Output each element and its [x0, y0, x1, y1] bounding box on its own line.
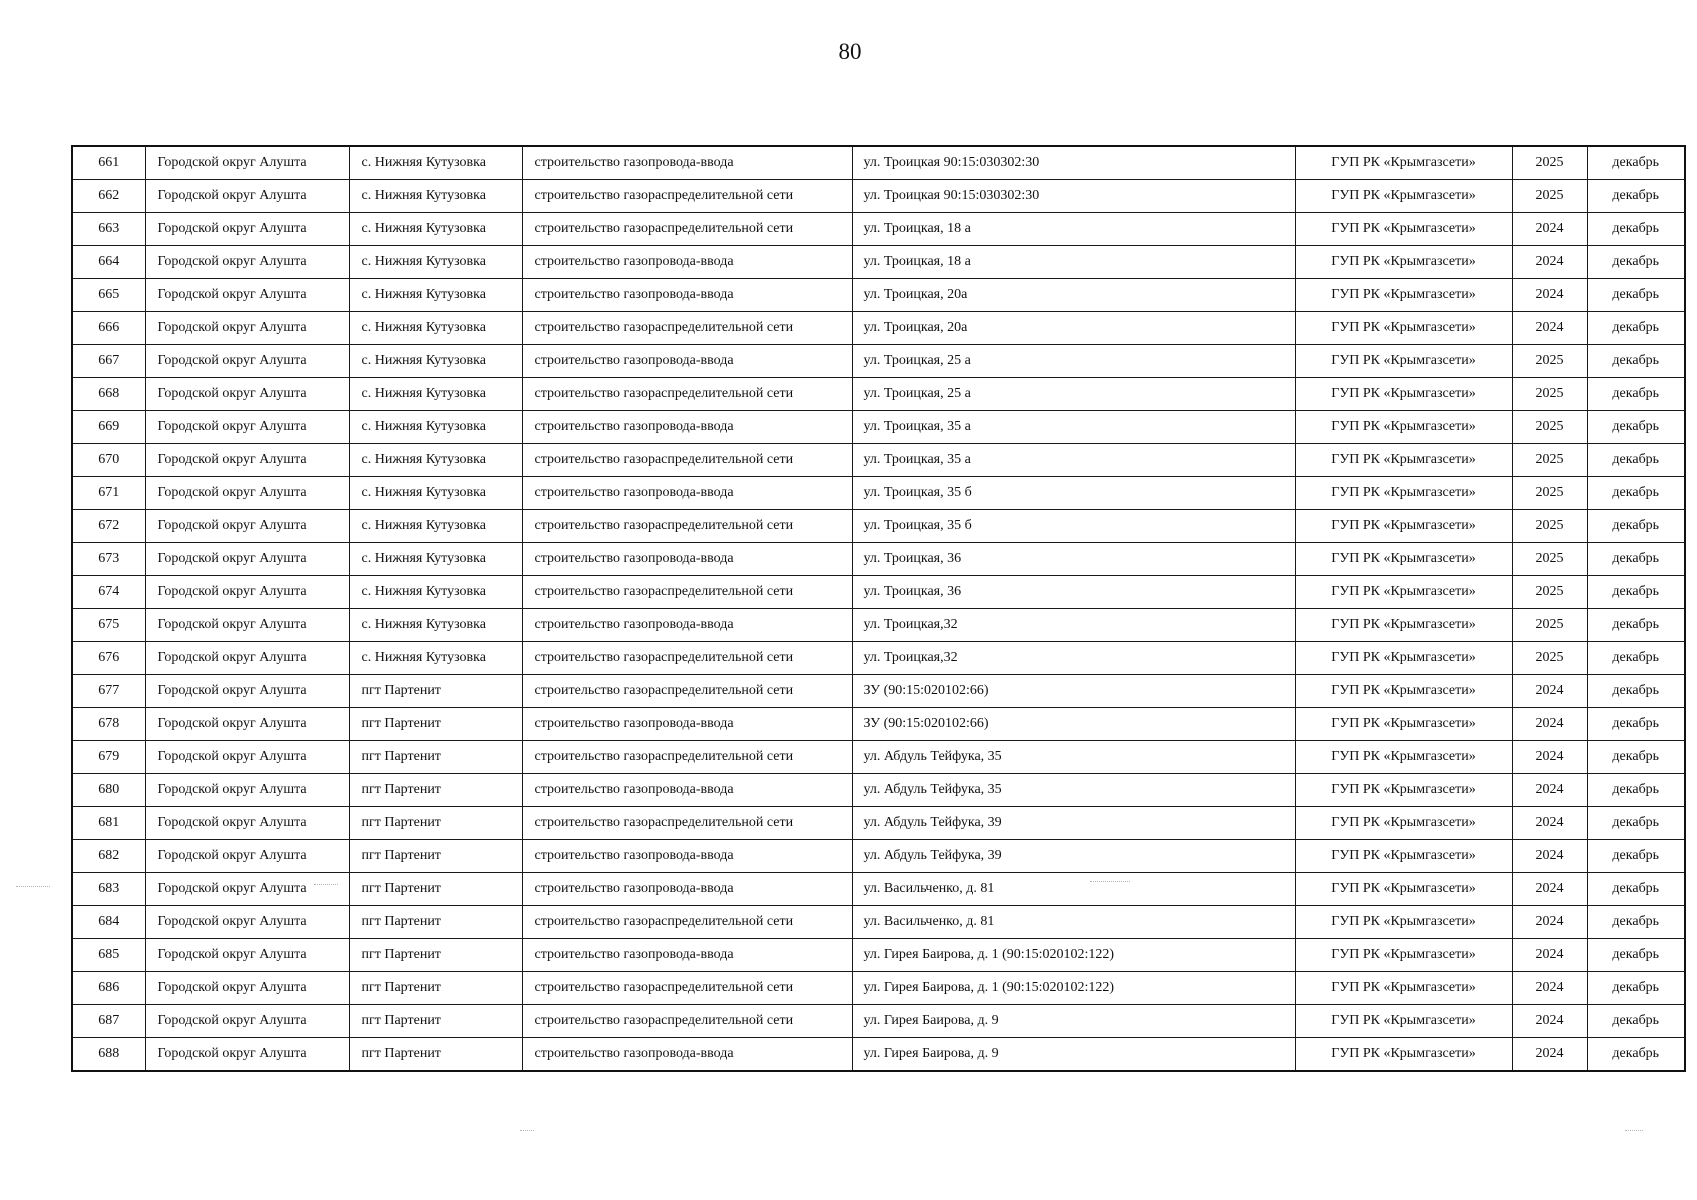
month-cell: декабрь — [1587, 774, 1685, 807]
row-number-cell: 674 — [72, 576, 145, 609]
year-cell: 2024 — [1512, 939, 1587, 972]
year-cell: 2024 — [1512, 774, 1587, 807]
table-row — [72, 972, 1685, 1005]
work-type-cell: строительство газораспределительной сети — [522, 312, 852, 345]
row-number-cell: 668 — [72, 378, 145, 411]
year-cell: 2025 — [1512, 510, 1587, 543]
locality-cell: с. Нижняя Кутузовка — [349, 345, 522, 378]
municipality-cell: Городской округ Алушта — [145, 642, 349, 675]
locality-cell: с. Нижняя Кутузовка — [349, 411, 522, 444]
municipality-cell: Городской округ Алушта — [145, 246, 349, 279]
year-cell: 2025 — [1512, 378, 1587, 411]
work-type-cell: строительство газораспределительной сети — [522, 675, 852, 708]
row-number-cell: 681 — [72, 807, 145, 840]
address-cell: ул. Троицкая,32 — [852, 609, 1295, 642]
row-number-cell: 662 — [72, 180, 145, 213]
row-number-cell: 665 — [72, 279, 145, 312]
work-type-cell: строительство газопровода-ввода — [522, 1038, 852, 1072]
organization-cell: ГУП РК «Крымгазсети» — [1295, 279, 1512, 312]
work-type-cell: строительство газопровода-ввода — [522, 477, 852, 510]
row-number-cell: 670 — [72, 444, 145, 477]
address-cell: ул. Троицкая, 18 а — [852, 213, 1295, 246]
year-cell: 2024 — [1512, 213, 1587, 246]
municipality-cell: Городской округ Алушта — [145, 279, 349, 312]
table-row — [72, 510, 1685, 543]
municipality-cell: Городской округ Алушта — [145, 1005, 349, 1038]
table-row — [72, 1038, 1685, 1072]
locality-cell: пгт Партенит — [349, 1005, 522, 1038]
locality-cell: с. Нижняя Кутузовка — [349, 180, 522, 213]
table-row — [72, 840, 1685, 873]
municipality-cell: Городской округ Алушта — [145, 741, 349, 774]
year-cell: 2024 — [1512, 708, 1587, 741]
locality-cell: пгт Партенит — [349, 1038, 522, 1072]
table-row — [72, 345, 1685, 378]
municipality-cell: Городской округ Алушта — [145, 873, 349, 906]
table-row — [72, 708, 1685, 741]
table-row — [72, 906, 1685, 939]
row-number-cell: 686 — [72, 972, 145, 1005]
locality-cell: пгт Партенит — [349, 708, 522, 741]
row-number-cell: 676 — [72, 642, 145, 675]
scan-artifact — [16, 886, 50, 887]
address-cell: ул. Абдуль Тейфука, 39 — [852, 840, 1295, 873]
address-cell: ул. Троицкая, 36 — [852, 576, 1295, 609]
table-row — [72, 609, 1685, 642]
address-cell: ул. Васильченко, д. 81 — [852, 873, 1295, 906]
organization-cell: ГУП РК «Крымгазсети» — [1295, 840, 1512, 873]
organization-cell: ГУП РК «Крымгазсети» — [1295, 146, 1512, 180]
locality-cell: с. Нижняя Кутузовка — [349, 510, 522, 543]
locality-cell: с. Нижняя Кутузовка — [349, 378, 522, 411]
locality-cell: с. Нижняя Кутузовка — [349, 444, 522, 477]
address-cell: ул. Абдуль Тейфука, 35 — [852, 774, 1295, 807]
month-cell: декабрь — [1587, 444, 1685, 477]
locality-cell: пгт Партенит — [349, 675, 522, 708]
address-cell: ул. Абдуль Тейфука, 39 — [852, 807, 1295, 840]
locality-cell: пгт Партенит — [349, 741, 522, 774]
organization-cell: ГУП РК «Крымгазсети» — [1295, 576, 1512, 609]
municipality-cell: Городской округ Алушта — [145, 1038, 349, 1072]
table-row — [72, 477, 1685, 510]
organization-cell: ГУП РК «Крымгазсети» — [1295, 675, 1512, 708]
work-type-cell: строительство газораспределительной сети — [522, 378, 852, 411]
year-cell: 2024 — [1512, 312, 1587, 345]
address-cell: ул. Абдуль Тейфука, 35 — [852, 741, 1295, 774]
address-cell: ул. Троицкая 90:15:030302:30 — [852, 180, 1295, 213]
year-cell: 2024 — [1512, 246, 1587, 279]
year-cell: 2025 — [1512, 444, 1587, 477]
table-row — [72, 213, 1685, 246]
address-cell: ул. Троицкая, 35 б — [852, 510, 1295, 543]
address-cell: ул. Троицкая, 20а — [852, 279, 1295, 312]
year-cell: 2025 — [1512, 180, 1587, 213]
organization-cell: ГУП РК «Крымгазсети» — [1295, 444, 1512, 477]
organization-cell: ГУП РК «Крымгазсети» — [1295, 378, 1512, 411]
address-cell: ул. Троицкая, 35 а — [852, 411, 1295, 444]
row-number-cell: 685 — [72, 939, 145, 972]
table-row — [72, 675, 1685, 708]
year-cell: 2025 — [1512, 609, 1587, 642]
scan-artifact — [1090, 881, 1130, 882]
work-type-cell: строительство газопровода-ввода — [522, 708, 852, 741]
address-cell: ул. Гирея Баирова, д. 9 — [852, 1038, 1295, 1072]
address-cell: ул. Васильченко, д. 81 — [852, 906, 1295, 939]
organization-cell: ГУП РК «Крымгазсети» — [1295, 543, 1512, 576]
year-cell: 2024 — [1512, 279, 1587, 312]
row-number-cell: 679 — [72, 741, 145, 774]
municipality-cell: Городской округ Алушта — [145, 906, 349, 939]
row-number-cell: 671 — [72, 477, 145, 510]
organization-cell: ГУП РК «Крымгазсети» — [1295, 906, 1512, 939]
month-cell: декабрь — [1587, 213, 1685, 246]
work-type-cell: строительство газораспределительной сети — [522, 180, 852, 213]
row-number-cell: 669 — [72, 411, 145, 444]
table-row — [72, 279, 1685, 312]
year-cell: 2024 — [1512, 873, 1587, 906]
year-cell: 2024 — [1512, 675, 1587, 708]
work-type-cell: строительство газораспределительной сети — [522, 972, 852, 1005]
locality-cell: с. Нижняя Кутузовка — [349, 213, 522, 246]
table-row — [72, 1005, 1685, 1038]
page-number: 80 — [838, 39, 862, 64]
municipality-cell: Городской округ Алушта — [145, 840, 349, 873]
month-cell: декабрь — [1587, 146, 1685, 180]
address-cell: ул. Гирея Баирова, д. 1 (90:15:020102:122) — [852, 939, 1295, 972]
locality-cell: с. Нижняя Кутузовка — [349, 312, 522, 345]
address-cell: ул. Троицкая, 25 а — [852, 378, 1295, 411]
month-cell: декабрь — [1587, 378, 1685, 411]
work-type-cell: строительство газораспределительной сети — [522, 576, 852, 609]
row-number-cell: 663 — [72, 213, 145, 246]
municipality-cell: Городской округ Алушта — [145, 609, 349, 642]
address-cell: ул. Троицкая, 20а — [852, 312, 1295, 345]
row-number-cell: 680 — [72, 774, 145, 807]
year-cell: 2025 — [1512, 576, 1587, 609]
address-cell: ул. Троицкая, 35 б — [852, 477, 1295, 510]
municipality-cell: Городской округ Алушта — [145, 543, 349, 576]
year-cell: 2025 — [1512, 345, 1587, 378]
month-cell: декабрь — [1587, 708, 1685, 741]
year-cell: 2025 — [1512, 146, 1587, 180]
table-body — [72, 146, 1685, 1071]
locality-cell: с. Нижняя Кутузовка — [349, 279, 522, 312]
year-cell: 2024 — [1512, 1005, 1587, 1038]
work-type-cell: строительство газораспределительной сети — [522, 642, 852, 675]
month-cell: декабрь — [1587, 1005, 1685, 1038]
month-cell: декабрь — [1587, 972, 1685, 1005]
organization-cell: ГУП РК «Крымгазсети» — [1295, 345, 1512, 378]
municipality-cell: Городской округ Алушта — [145, 180, 349, 213]
row-number-cell: 683 — [72, 873, 145, 906]
work-type-cell: строительство газопровода-ввода — [522, 939, 852, 972]
municipality-cell: Городской округ Алушта — [145, 972, 349, 1005]
locality-cell: с. Нижняя Кутузовка — [349, 576, 522, 609]
organization-cell: ГУП РК «Крымгазсети» — [1295, 180, 1512, 213]
organization-cell: ГУП РК «Крымгазсети» — [1295, 246, 1512, 279]
year-cell: 2025 — [1512, 543, 1587, 576]
address-cell: ул. Троицкая,32 — [852, 642, 1295, 675]
table-row — [72, 146, 1685, 180]
organization-cell: ГУП РК «Крымгазсети» — [1295, 774, 1512, 807]
table-row — [72, 378, 1685, 411]
month-cell: декабрь — [1587, 675, 1685, 708]
work-type-cell: строительство газопровода-ввода — [522, 411, 852, 444]
work-type-cell: строительство газораспределительной сети — [522, 1005, 852, 1038]
month-cell: декабрь — [1587, 939, 1685, 972]
work-type-cell: строительство газораспределительной сети — [522, 213, 852, 246]
organization-cell: ГУП РК «Крымгазсети» — [1295, 741, 1512, 774]
month-cell: декабрь — [1587, 807, 1685, 840]
month-cell: декабрь — [1587, 642, 1685, 675]
organization-cell: ГУП РК «Крымгазсети» — [1295, 939, 1512, 972]
locality-cell: с. Нижняя Кутузовка — [349, 477, 522, 510]
month-cell: декабрь — [1587, 543, 1685, 576]
row-number-cell: 664 — [72, 246, 145, 279]
work-type-cell: строительство газопровода-ввода — [522, 279, 852, 312]
table-row — [72, 312, 1685, 345]
municipality-cell: Городской округ Алушта — [145, 708, 349, 741]
work-type-cell: строительство газораспределительной сети — [522, 510, 852, 543]
year-cell: 2024 — [1512, 741, 1587, 774]
table-row — [72, 873, 1685, 906]
organization-cell: ГУП РК «Крымгазсети» — [1295, 312, 1512, 345]
row-number-cell: 672 — [72, 510, 145, 543]
locality-cell: пгт Партенит — [349, 972, 522, 1005]
municipality-cell: Городской округ Алушта — [145, 477, 349, 510]
row-number-cell: 673 — [72, 543, 145, 576]
month-cell: декабрь — [1587, 840, 1685, 873]
year-cell: 2024 — [1512, 807, 1587, 840]
month-cell: декабрь — [1587, 873, 1685, 906]
month-cell: декабрь — [1587, 477, 1685, 510]
year-cell: 2024 — [1512, 1038, 1587, 1072]
municipality-cell: Городской округ Алушта — [145, 444, 349, 477]
address-cell: ул. Троицкая 90:15:030302:30 — [852, 146, 1295, 180]
scan-artifact — [520, 1130, 534, 1131]
address-cell: ул. Троицкая, 18 а — [852, 246, 1295, 279]
row-number-cell: 661 — [72, 146, 145, 180]
table-row — [72, 774, 1685, 807]
month-cell: декабрь — [1587, 741, 1685, 774]
row-number-cell: 687 — [72, 1005, 145, 1038]
work-type-cell: строительство газораспределительной сети — [522, 741, 852, 774]
month-cell: декабрь — [1587, 576, 1685, 609]
organization-cell: ГУП РК «Крымгазсети» — [1295, 708, 1512, 741]
table-row — [72, 444, 1685, 477]
organization-cell: ГУП РК «Крымгазсети» — [1295, 411, 1512, 444]
municipality-cell: Городской округ Алушта — [145, 411, 349, 444]
row-number-cell: 688 — [72, 1038, 145, 1072]
address-cell: ул. Троицкая, 25 а — [852, 345, 1295, 378]
work-type-cell: строительство газопровода-ввода — [522, 246, 852, 279]
row-number-cell: 667 — [72, 345, 145, 378]
table-row — [72, 180, 1685, 213]
row-number-cell: 666 — [72, 312, 145, 345]
work-type-cell: строительство газопровода-ввода — [522, 345, 852, 378]
municipality-cell: Городской округ Алушта — [145, 510, 349, 543]
work-type-cell: строительство газораспределительной сети — [522, 807, 852, 840]
work-type-cell: строительство газораспределительной сети — [522, 906, 852, 939]
row-number-cell: 678 — [72, 708, 145, 741]
address-cell: ул. Троицкая, 36 — [852, 543, 1295, 576]
table-row — [72, 576, 1685, 609]
month-cell: декабрь — [1587, 906, 1685, 939]
table-row — [72, 642, 1685, 675]
organization-cell: ГУП РК «Крымгазсети» — [1295, 807, 1512, 840]
work-type-cell: строительство газопровода-ввода — [522, 873, 852, 906]
table-row — [72, 741, 1685, 774]
table-row — [72, 543, 1685, 576]
municipality-cell: Городской округ Алушта — [145, 312, 349, 345]
month-cell: декабрь — [1587, 510, 1685, 543]
work-type-cell: строительство газопровода-ввода — [522, 774, 852, 807]
municipality-cell: Городской округ Алушта — [145, 774, 349, 807]
municipality-cell: Городской округ Алушта — [145, 939, 349, 972]
month-cell: декабрь — [1587, 1038, 1685, 1072]
address-cell: ул. Троицкая, 35 а — [852, 444, 1295, 477]
municipality-cell: Городской округ Алушта — [145, 213, 349, 246]
scan-artifact — [1625, 1130, 1643, 1131]
organization-cell: ГУП РК «Крымгазсети» — [1295, 477, 1512, 510]
locality-cell: пгт Партенит — [349, 939, 522, 972]
municipality-cell: Городской округ Алушта — [145, 675, 349, 708]
year-cell: 2024 — [1512, 840, 1587, 873]
year-cell: 2025 — [1512, 411, 1587, 444]
organization-cell: ГУП РК «Крымгазсети» — [1295, 1038, 1512, 1072]
row-number-cell: 675 — [72, 609, 145, 642]
locality-cell: с. Нижняя Кутузовка — [349, 543, 522, 576]
work-type-cell: строительство газопровода-ввода — [522, 146, 852, 180]
locality-cell: пгт Партенит — [349, 807, 522, 840]
address-cell: ул. Гирея Баирова, д. 1 (90:15:020102:122) — [852, 972, 1295, 1005]
month-cell: декабрь — [1587, 279, 1685, 312]
locality-cell: с. Нижняя Кутузовка — [349, 642, 522, 675]
organization-cell: ГУП РК «Крымгазсети» — [1295, 642, 1512, 675]
locality-cell: с. Нижняя Кутузовка — [349, 609, 522, 642]
organization-cell: ГУП РК «Крымгазсети» — [1295, 213, 1512, 246]
locality-cell: пгт Партенит — [349, 906, 522, 939]
month-cell: декабрь — [1587, 411, 1685, 444]
municipality-cell: Городской округ Алушта — [145, 807, 349, 840]
work-type-cell: строительство газопровода-ввода — [522, 543, 852, 576]
address-cell: ЗУ (90:15:020102:66) — [852, 675, 1295, 708]
organization-cell: ГУП РК «Крымгазсети» — [1295, 1005, 1512, 1038]
locality-cell: пгт Партенит — [349, 840, 522, 873]
row-number-cell: 684 — [72, 906, 145, 939]
address-cell: ул. Гирея Баирова, д. 9 — [852, 1005, 1295, 1038]
organization-cell: ГУП РК «Крымгазсети» — [1295, 510, 1512, 543]
work-type-cell: строительство газопровода-ввода — [522, 840, 852, 873]
address-cell: ЗУ (90:15:020102:66) — [852, 708, 1295, 741]
table-row — [72, 246, 1685, 279]
municipality-cell: Городской округ Алушта — [145, 576, 349, 609]
month-cell: декабрь — [1587, 345, 1685, 378]
municipality-cell: Городской округ Алушта — [145, 378, 349, 411]
locality-cell: пгт Партенит — [349, 774, 522, 807]
locality-cell: с. Нижняя Кутузовка — [349, 146, 522, 180]
row-number-cell: 682 — [72, 840, 145, 873]
organization-cell: ГУП РК «Крымгазсети» — [1295, 609, 1512, 642]
organization-cell: ГУП РК «Крымгазсети» — [1295, 873, 1512, 906]
row-number-cell: 677 — [72, 675, 145, 708]
table-row — [72, 411, 1685, 444]
year-cell: 2024 — [1512, 906, 1587, 939]
month-cell: декабрь — [1587, 180, 1685, 213]
year-cell: 2025 — [1512, 477, 1587, 510]
year-cell: 2024 — [1512, 972, 1587, 1005]
municipality-cell: Городской округ Алушта — [145, 345, 349, 378]
gasification-schedule-table — [71, 145, 1686, 1072]
year-cell: 2025 — [1512, 642, 1587, 675]
locality-cell: пгт Партенит — [349, 873, 522, 906]
work-type-cell: строительство газопровода-ввода — [522, 609, 852, 642]
month-cell: декабрь — [1587, 312, 1685, 345]
organization-cell: ГУП РК «Крымгазсети» — [1295, 972, 1512, 1005]
work-type-cell: строительство газораспределительной сети — [522, 444, 852, 477]
table-row — [72, 939, 1685, 972]
month-cell: декабрь — [1587, 609, 1685, 642]
locality-cell: с. Нижняя Кутузовка — [349, 246, 522, 279]
municipality-cell: Городской округ Алушта — [145, 146, 349, 180]
scan-artifact — [314, 884, 338, 885]
month-cell: декабрь — [1587, 246, 1685, 279]
table-row — [72, 807, 1685, 840]
